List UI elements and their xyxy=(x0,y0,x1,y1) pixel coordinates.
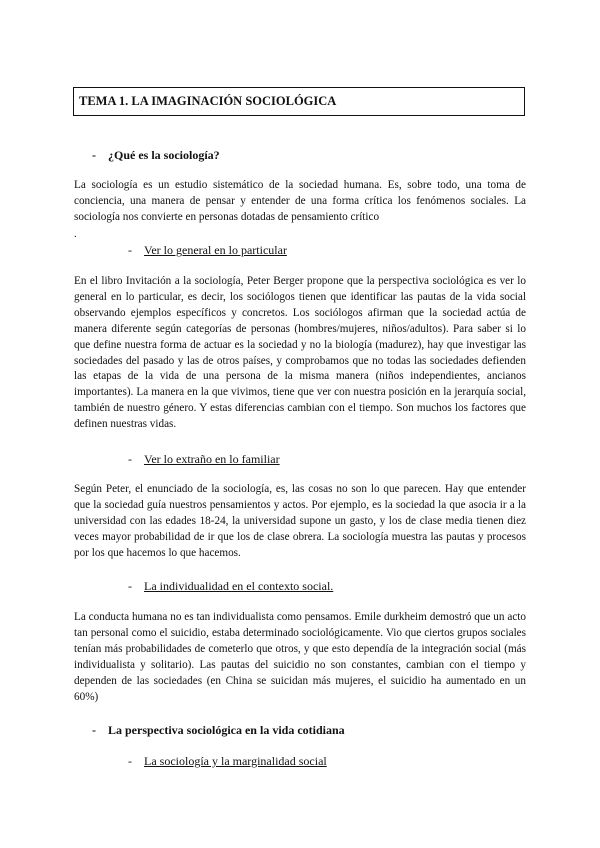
paragraph-que-es-sociologia: La sociología es un estudio sistemático de la sociedad humana. Es, sobre todo, una toma de conciencia, una manera de pensar y entender de una forma crítica los fenómenos sociales. La sociología nos convierte en personas dotadas de pensamiento crítico xyxy=(74,179,526,223)
paragraph-individualidad: La conducta humana no es tan individualista como pensamos. Emile durkheim demostró que un acto tan personal como el suicidio, estaba determinado sociológicamente. Vio que ciertos grupos sociales tenían más probabilidades de cometerlo que otros, y que esto dependía de la integración social (más individualista y solitario). Las pautas del suicidio no son constantes, cambian con el tiempo y dependen de las sociedades (en China se suicidan más mujeres, el suicidio ha aumentado en un 60%) xyxy=(74,611,526,703)
section-heading-label: ¿Qué es la sociología? xyxy=(108,148,220,162)
subheading-label: Ver lo general en lo particular xyxy=(144,243,287,257)
stray-dot: . xyxy=(74,228,77,240)
subheading-label: La sociología y la marginalidad social xyxy=(144,754,327,768)
bullet-dash: - xyxy=(128,243,132,257)
subheading-ver-lo-extrano xyxy=(128,452,280,466)
bullet-dash: - xyxy=(92,148,96,162)
section-heading-perspectiva-cotidiana xyxy=(92,723,345,737)
subheading-ver-lo-general xyxy=(128,243,287,257)
section-heading-label: La perspectiva sociológica en la vida cotidiana xyxy=(108,723,345,737)
document-title: TEMA 1. LA IMAGINACIÓN SOCIOLÓGICA xyxy=(73,87,525,116)
subheading-individualidad xyxy=(128,579,333,593)
subheading-label: Ver lo extraño en lo familiar xyxy=(144,452,280,466)
bullet-dash: - xyxy=(128,754,132,768)
subheading-label: La individualidad en el contexto social. xyxy=(144,579,334,593)
subheading-marginalidad xyxy=(128,754,327,768)
section-heading-que-es-sociologia xyxy=(92,148,220,162)
bullet-dash: - xyxy=(128,452,132,466)
paragraph-ver-lo-general: En el libro Invitación a la sociología, Peter Berger propone que la perspectiva sociológica es ver lo general en lo particular, es decir, los sociólogos tienen que identificar las pautas de la vida social observando ejemplos específicos y concretos. Los sociólogos afirman que la sociedad actúa de manera diferente según categorías de personas (hombres/mujeres, niños/adultos). Para saber si lo que define nuestra forma de actuar es la sociedad y no la biología (madurez), hay que investigar las sociedades del pasado y las de otros países, y comprobamos que no todas las sociedades defienden las etapas de la vida de una persona de la misma manera (niños independientes, ancianos importantes). La manera en la que vivimos, tiene que ver con nuestra posición en la jerarquía social, también de nuestro género. Y estas diferencias cambian con el tiempo. Son muchos los factores que definen nuestras vidas. xyxy=(74,275,526,431)
bullet-dash: - xyxy=(128,579,132,593)
bullet-dash: - xyxy=(92,723,96,737)
paragraph-ver-lo-extrano: Según Peter, el enunciado de la sociología, es, las cosas no son lo que parecen. Hay que entender que la sociedad guía nuestros pensamientos y actos. Por ejemplo, es la sociedad la que asocia ir a la universidad con las edades 18-24, la universidad supone un gasto, y los de clase media tienen diez veces mayor probabilidad de ir que los de clase obrera. La sociología muestra las pautas y procesos por los que hacemos lo que hacemos. xyxy=(74,483,526,559)
